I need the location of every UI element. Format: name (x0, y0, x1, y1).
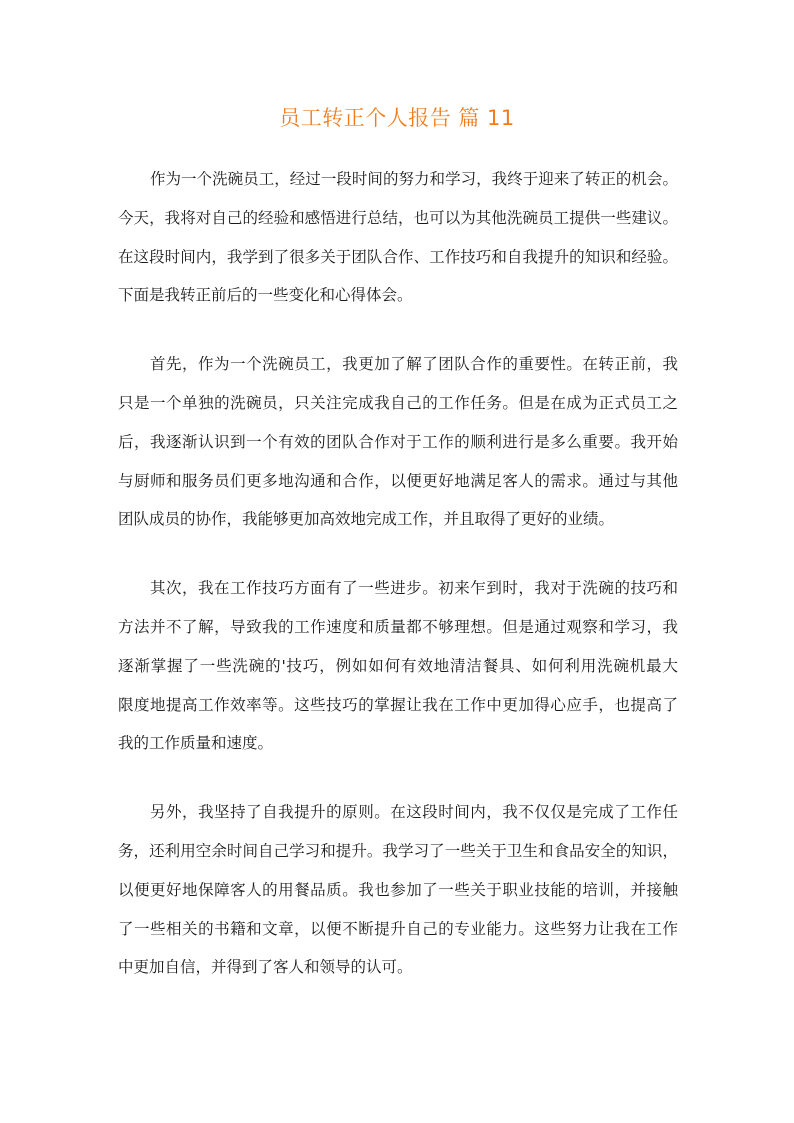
text-line: 了一些相关的书籍和文章，以便不断提升自己的专业能力。这些努力让我在工作 (118, 919, 678, 938)
text-line: 在这段时间内，我学到了很多关于团队合作、工作技巧和自我提升的知识和经验。 (118, 247, 678, 266)
text-line: 务，还利用空余时间自己学习和提升。我学习了一些关于卫生和食品安全的知识， (118, 841, 678, 860)
paragraph (118, 160, 678, 315)
text-line: 今天，我将对自己的经验和感悟进行总结，也可以为其他洗碗员工提供一些建议。 (118, 208, 678, 227)
paragraph-gap (118, 315, 678, 345)
document-title: 员工转正个人报告 篇 11 (279, 106, 515, 130)
text-line: 作为一个洗碗员工，经过一段时间的努力和学习，我终于迎来了转正的机会。 (150, 170, 678, 188)
text-line: 其次，我在工作技巧方面有了一些进步。初来乍到时，我对于洗碗的技巧和 (150, 579, 678, 598)
paragraph (118, 569, 678, 763)
text-line: 只是一个单独的洗碗员，只关注完成我自己的工作任务。但是在成为正式员工之 (118, 393, 678, 412)
text-line: 方法并不了解，导致我的工作速度和质量都不够理想。但是通过观察和学习，我 (118, 617, 678, 636)
text-line: 另外，我坚持了自我提升的原则。在这段时间内，我不仅仅是完成了工作任 (150, 803, 678, 822)
paragraph (118, 793, 678, 987)
paragraph-gap (118, 539, 678, 569)
text-line: 限度地提高工作效率等。这些技巧的掌握让我在工作中更加得心应手，也提高了 (118, 695, 678, 714)
text-line: 中更加自信，并得到了客人和领导的认可。 (118, 958, 413, 977)
text-line: 以便更好地保障客人的用餐品质。我也参加了一些关于职业技能的培训，并接触 (118, 880, 678, 899)
text-line: 与厨师和服务员们更多地沟通和合作，以便更好地满足客人的需求。通过与其他 (118, 471, 678, 490)
text-line: 团队成员的协作，我能够更加高效地完成工作，并且取得了更好的业绩。 (118, 510, 615, 529)
document-body (118, 160, 678, 987)
paragraph (118, 345, 678, 539)
paragraph-gap (118, 763, 678, 793)
text-line: 首先，作为一个洗碗员工，我更加了解了团队合作的重要性。在转正前，我 (150, 355, 678, 374)
text-line: 下面是我转正前后的一些变化和心得体会。 (118, 286, 413, 305)
text-line: 逐渐掌握了一些洗碗的'技巧，例如如何有效地清洁餐具、如何利用洗碗机最大 (118, 656, 678, 675)
text-line: 我的工作质量和速度。 (118, 734, 274, 753)
text-line: 后，我逐渐认识到一个有效的团队合作对于工作的顺利进行是多么重要。我开始 (118, 432, 678, 451)
